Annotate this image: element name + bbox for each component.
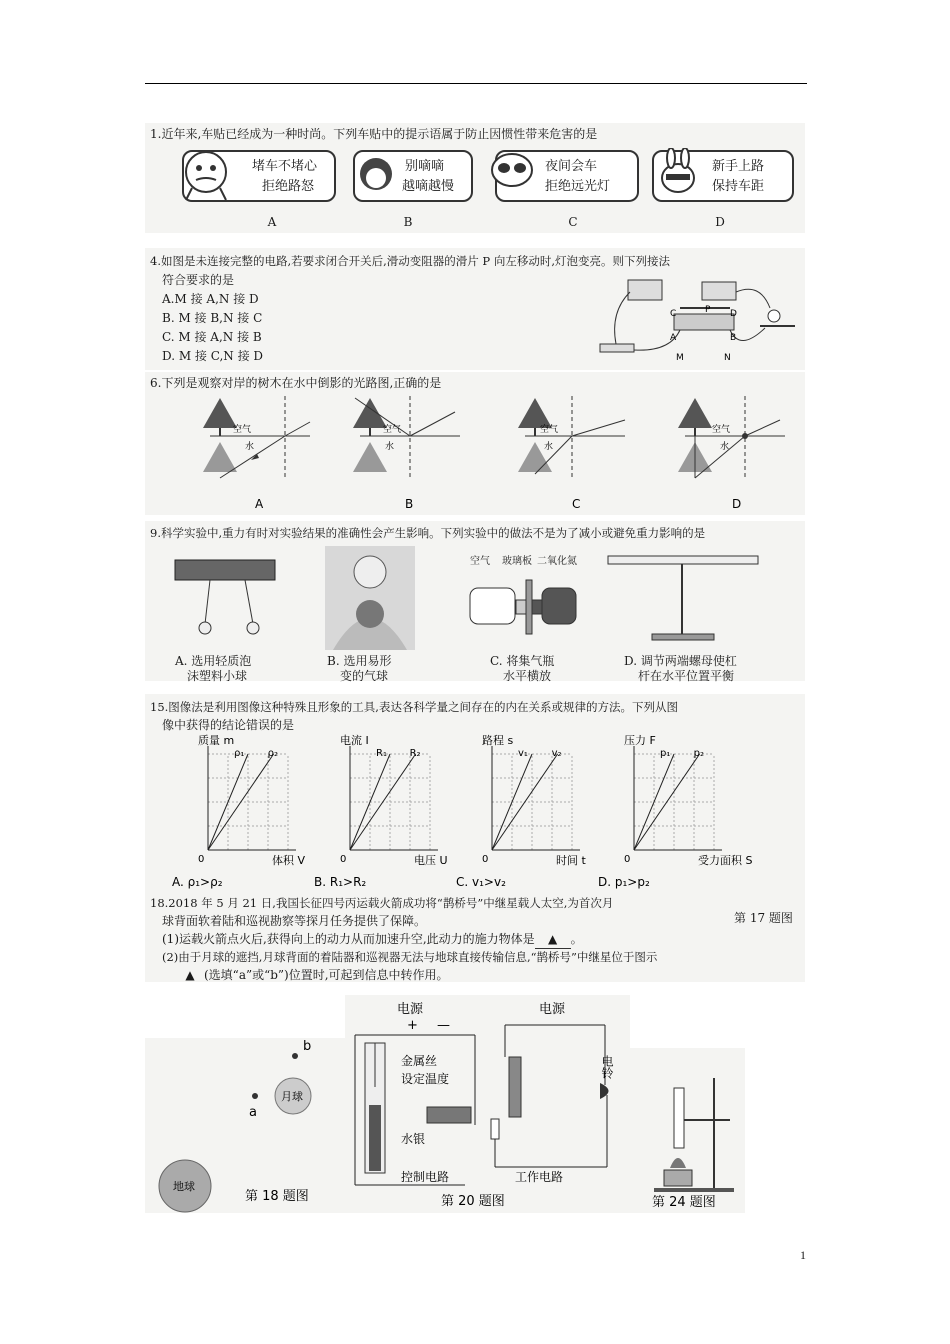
q18-blank-1[interactable]: ▲ [535, 930, 571, 949]
fig20-work-label: 工作电路 [515, 1170, 564, 1184]
q6-diagram-d [678, 396, 785, 511]
q4-label-m: M [676, 353, 684, 363]
q24-figure [630, 1048, 745, 1213]
fig18-moon-label: 月球 [281, 1090, 303, 1103]
origin-label: 0 [624, 854, 631, 865]
fig20-control-label: 控制电路 [401, 1170, 450, 1184]
fig20-mercury-label: 水银 [401, 1132, 426, 1146]
point-b-marker [292, 1053, 298, 1059]
y-axis-label: 压力 F [624, 734, 656, 747]
q6-diagrams [145, 392, 805, 515]
fig20-wire-label: 金属丝 [401, 1054, 438, 1068]
q18-figure [145, 1038, 345, 1213]
fig18-earth-label: 地球 [173, 1180, 195, 1193]
q9-option-c-line2: 水平横放 [503, 669, 552, 683]
fig20-plus: + [407, 1018, 418, 1033]
q9-figure-b [325, 546, 415, 650]
q15-graph-1 [314, 734, 448, 889]
y-axis-label: 质量 m [198, 734, 235, 747]
fig20-bell-label: 电铃 [600, 1055, 614, 1079]
page-number: 1 [800, 1248, 806, 1262]
q18-line5 [176, 966, 449, 984]
q9-label-no2: 二氧化氮 [537, 556, 577, 567]
q4-label-p: P [705, 305, 711, 315]
q6-diagram-b [353, 396, 460, 511]
q6-b-water: 水 [385, 442, 395, 452]
q15-option: B. R₁>R₂ [314, 875, 367, 889]
series-label-1: p₁ [660, 748, 671, 759]
q1-c-line1: 夜间会车 [545, 159, 598, 174]
fig18-b-label: b [303, 1039, 312, 1054]
q6-c-air: 空气 [540, 425, 559, 435]
header-rule [145, 83, 807, 84]
q4-label-n: N [724, 353, 731, 363]
q18-line3-end: 。 [570, 932, 583, 946]
x-axis-label: 时间 t [556, 854, 586, 867]
q9-option-a-line1: A. 选用轻质泡 [175, 654, 252, 668]
origin-label: 0 [340, 854, 347, 865]
q1-a-letter: A [267, 215, 277, 229]
q15-option: D. p₁>p₂ [598, 875, 650, 889]
series-label-2: ρ₂ [267, 748, 278, 759]
q4-label-c: C [670, 309, 677, 319]
q15-option: C. v₁>v₂ [456, 875, 506, 889]
q20-figure [345, 995, 630, 1213]
rabbit-icon [655, 148, 701, 198]
q15-graph-0 [172, 734, 305, 889]
series-label-1: R₁ [376, 748, 387, 759]
q6-d-air: 空气 [712, 425, 731, 435]
fig20-caption: 第 20 题图 [441, 1194, 505, 1209]
panda-icon [488, 146, 538, 196]
q18-line3-text: (1)运载火箭点火后,获得向上的动力从而加速升空,此动力的施力物体是 [162, 932, 535, 946]
series-label-2: R₂ [409, 748, 421, 759]
fig20-temp-label: 设定温度 [401, 1072, 450, 1086]
q6-a-air: 空气 [233, 425, 252, 435]
series-label-1: ρ₁ [234, 748, 245, 759]
q1-b-letter: B [403, 215, 413, 229]
q9-option-b-line2: 变的气球 [340, 669, 389, 683]
origin-label: 0 [198, 854, 205, 865]
q6-b-air: 空气 [383, 425, 402, 435]
q15-stem-line1: 15.图像法是利用图像这种特殊且形象的工具,表达各科学量之间存在的内在关系或规律的方法。下列从图 [150, 700, 678, 714]
q9-option-d-line2: 杆在水平位置平衡 [638, 669, 735, 683]
q18-line5-text: (选填“a”或“b”)位置时,可起到信息中转作用。 [204, 968, 449, 982]
q9-label-glass: 玻璃板 [502, 556, 532, 567]
q18-line2: 球背面软着陆和巡视勘察等探月任务提供了保障。 [162, 914, 427, 928]
q9-option-a-line2: 沫塑料小球 [187, 669, 248, 683]
q18-line3 [162, 930, 583, 949]
q6-b-letter: B [405, 497, 414, 511]
girl-icon [356, 152, 396, 196]
q15-graph-2 [456, 734, 586, 889]
fig24-caption: 第 24 题图 [652, 1195, 716, 1210]
q4-label-a: A [670, 333, 677, 343]
q9-label-air: 空气 [470, 556, 490, 567]
q4-circuit-figure [590, 272, 800, 368]
q6-diagram-c [518, 396, 625, 511]
q4-option-d: D. M 接 C,N 接 D [162, 349, 264, 363]
q9-figure-c [462, 568, 582, 648]
x-axis-label: 受力面积 S [698, 854, 753, 867]
q9-stem: 9.科学实验中,重力有时对实验结果的准确性会产生影响。下列实验中的做法不是为了减小或避免重力影响的是 [150, 526, 706, 540]
x-axis-label: 体积 V [272, 854, 306, 867]
q1-a-line2: 拒绝路怒 [262, 179, 315, 194]
x-axis-label: 电压 U [414, 854, 448, 867]
q4-label-d: D [730, 309, 737, 319]
q6-d-letter: D [732, 497, 742, 511]
q4-label-b: B [730, 333, 737, 343]
q6-stem: 6.下列是观察对岸的树木在水中倒影的光路图,正确的是 [150, 376, 442, 390]
q6-c-letter: C [572, 497, 581, 511]
q1-stem: 1.近年来,车贴已经成为一种时尚。下列车贴中的提示语属于防止因惯性带来危害的是 [150, 127, 598, 141]
q1-c-letter: C [568, 215, 578, 229]
q15-graph-3 [598, 734, 752, 889]
q18-line4: (2)由于月球的遮挡,月球背面的着陆器和巡视器无法与地球直接传输信息,“鹊桥号”中继星位于图示 [162, 950, 658, 964]
fig18-a-label: a [249, 1105, 257, 1120]
q4-option-c: C. M 接 A,N 接 B [162, 330, 262, 344]
q17-caption: 第 17 题图 [734, 911, 793, 925]
q1-c-line2: 拒绝远光灯 [545, 179, 611, 194]
fig20-power-left: 电源 [397, 1002, 424, 1017]
q4-stem-line1: 4.如图是未连接完整的电路,若要求闭合开关后,滑动变阻器的滑片 P 向左移动时,灯泡变亮。则下列接法 [150, 254, 670, 268]
q1-d-letter: D [715, 215, 725, 229]
q15-option: A. ρ₁>ρ₂ [172, 875, 223, 889]
q9-figure-d [600, 550, 760, 650]
q1-b-line2: 越嘀越慢 [402, 179, 455, 194]
flame-icon [670, 1158, 686, 1168]
series-label-2: p₂ [693, 748, 704, 759]
fig20-minus: — [437, 1018, 450, 1033]
q1-d-line2: 保持车距 [712, 179, 765, 194]
q9-option-c-line1: C. 将集气瓶 [490, 654, 555, 668]
q1-d-line1: 新手上路 [712, 159, 765, 174]
series-label-1: v₁ [518, 748, 528, 759]
q18-line1: 18.2018 年 5 月 21 日,我国长征四号丙运载火箭成功将“鹊桥号”中继星载人太空,为首次月 [150, 896, 614, 910]
q6-c-water: 水 [544, 442, 554, 452]
y-axis-label: 电流 I [340, 734, 369, 747]
origin-label: 0 [482, 854, 489, 865]
q9-figure-a [165, 552, 285, 652]
fig18-caption: 第 18 题图 [245, 1189, 309, 1204]
fig20-power-right: 电源 [539, 1002, 566, 1017]
q9-option-b-line1: B. 选用易形 [327, 654, 392, 668]
q15-graphs [160, 734, 800, 892]
q4-option-a: A.M 接 A,N 接 D [162, 292, 259, 306]
q4-stem-line2: 符合要求的是 [162, 273, 235, 287]
q6-d-water: 水 [720, 442, 730, 452]
q1-b-line1: 别嘀嘀 [405, 159, 445, 174]
q6-diagram-a [203, 396, 310, 511]
q15-stem-line2: 像中获得的结论错误的是 [162, 718, 295, 732]
q9-option-d-line1: D. 调节两端螺母使杠 [624, 654, 737, 668]
y-axis-label: 路程 s [482, 734, 514, 747]
q18-blank-2[interactable]: ▲ [185, 968, 195, 982]
face-icon [178, 146, 238, 206]
series-label-2: v₂ [551, 748, 562, 759]
q1-a-line1: 堵车不堵心 [252, 159, 318, 174]
q6-a-letter: A [255, 497, 264, 511]
point-a-marker [252, 1093, 258, 1099]
q4-option-b: B. M 接 B,N 接 C [162, 311, 263, 325]
q6-a-water: 水 [245, 442, 255, 452]
